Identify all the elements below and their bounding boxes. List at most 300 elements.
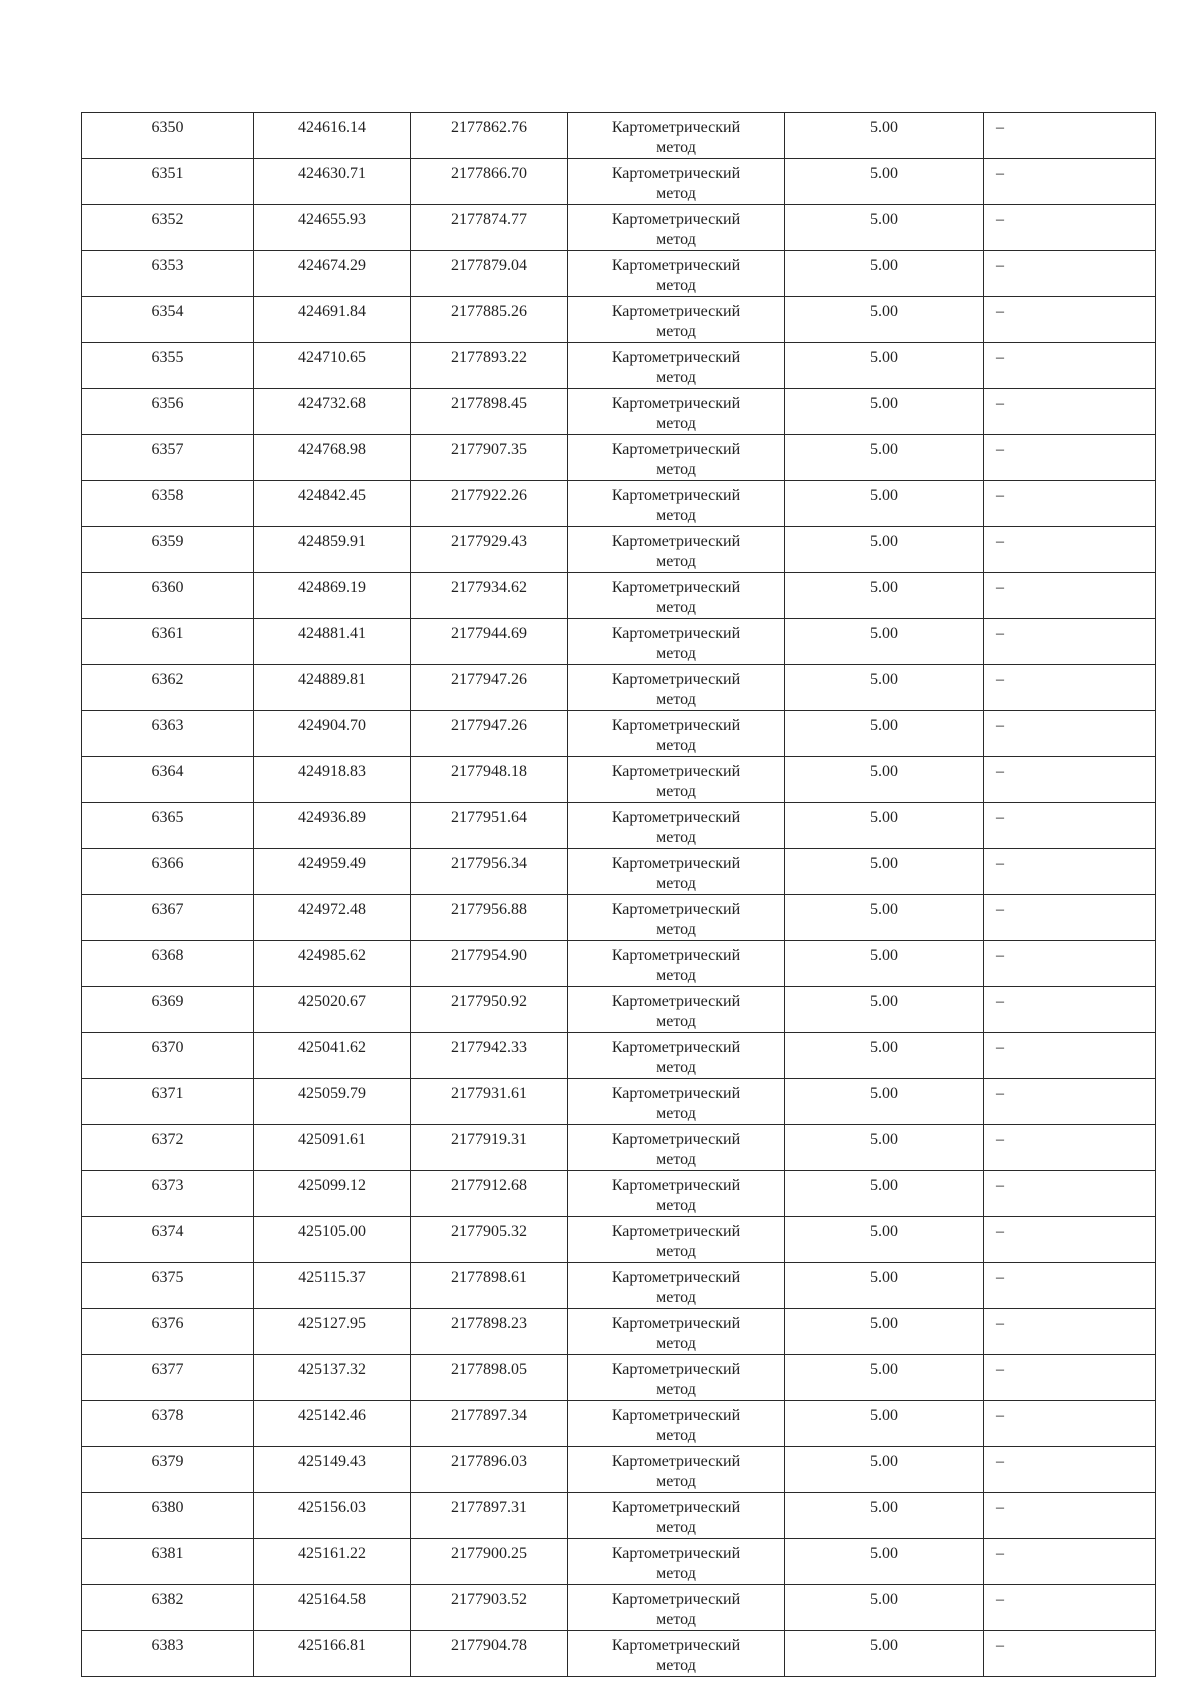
method-text xyxy=(568,711,784,756)
method-line-2: метод xyxy=(656,1381,696,1398)
point-number-text: 6366 xyxy=(151,855,184,872)
accuracy-text: 5.00 xyxy=(870,487,898,504)
y-coordinate-text: 2177931.61 xyxy=(451,1085,527,1102)
method-line-2: метод xyxy=(656,507,696,524)
note-cell xyxy=(984,711,1156,757)
table-row xyxy=(82,343,1156,389)
x-coordinate-text: 425127.95 xyxy=(298,1315,366,1332)
method-line-2: метод xyxy=(656,645,696,662)
method-cell xyxy=(568,987,785,1033)
method-cell xyxy=(568,435,785,481)
point-number-text: 6383 xyxy=(151,1637,184,1654)
point-number-text: 6382 xyxy=(151,1591,184,1608)
accuracy-text: 5.00 xyxy=(870,855,898,872)
note-cell xyxy=(984,1631,1156,1677)
x-coordinate-cell xyxy=(254,205,411,251)
point-number-cell xyxy=(82,1401,254,1447)
y-coordinate-cell xyxy=(411,619,568,665)
note-text: – xyxy=(996,441,1004,458)
accuracy-cell xyxy=(785,251,984,297)
point-number-cell xyxy=(82,803,254,849)
table-row xyxy=(82,1033,1156,1079)
x-coordinate-text: 424936.89 xyxy=(298,809,366,826)
table-row xyxy=(82,205,1156,251)
point-number-text: 6360 xyxy=(151,579,184,596)
note-text: – xyxy=(996,1545,1004,1562)
method-cell xyxy=(568,849,785,895)
y-coordinate-cell xyxy=(411,1401,568,1447)
note-text: – xyxy=(996,1269,1004,1286)
accuracy-cell xyxy=(785,1401,984,1447)
x-coordinate-cell xyxy=(254,1309,411,1355)
y-coordinate-cell xyxy=(411,757,568,803)
note-text: – xyxy=(996,671,1004,688)
x-coordinate-text: 425115.37 xyxy=(298,1269,366,1286)
method-text xyxy=(568,987,784,1032)
point-number-cell xyxy=(82,113,254,159)
y-coordinate-cell xyxy=(411,1171,568,1217)
accuracy-text: 5.00 xyxy=(870,1407,898,1424)
x-coordinate-text: 424691.84 xyxy=(298,303,366,320)
method-line-1: Картометрический xyxy=(611,855,741,872)
point-number-text: 6357 xyxy=(151,441,184,458)
y-coordinate-cell xyxy=(411,297,568,343)
note-text: – xyxy=(996,303,1004,320)
accuracy-cell xyxy=(785,1171,984,1217)
y-coordinate-cell xyxy=(411,1493,568,1539)
method-cell xyxy=(568,297,785,343)
point-number-text: 6371 xyxy=(151,1085,184,1102)
note-text: – xyxy=(996,1085,1004,1102)
method-line-1: Картометрический xyxy=(611,1315,741,1332)
x-coordinate-cell xyxy=(254,1217,411,1263)
note-cell xyxy=(984,1263,1156,1309)
method-text xyxy=(568,757,784,802)
accuracy-cell xyxy=(785,1079,984,1125)
method-line-1: Картометрический xyxy=(611,809,741,826)
x-coordinate-cell xyxy=(254,297,411,343)
note-cell xyxy=(984,1585,1156,1631)
method-line-1: Картометрический xyxy=(611,1545,741,1562)
table-row xyxy=(82,297,1156,343)
y-coordinate-cell xyxy=(411,1309,568,1355)
table-row xyxy=(82,1263,1156,1309)
table-row xyxy=(82,711,1156,757)
method-text xyxy=(568,803,784,848)
note-text: – xyxy=(996,717,1004,734)
method-text xyxy=(568,1539,784,1584)
x-coordinate-text: 424674.29 xyxy=(298,257,366,274)
note-text: – xyxy=(996,257,1004,274)
note-text: – xyxy=(996,211,1004,228)
accuracy-text: 5.00 xyxy=(870,1315,898,1332)
note-text: – xyxy=(996,763,1004,780)
table-row xyxy=(82,803,1156,849)
point-number-cell xyxy=(82,1263,254,1309)
method-cell xyxy=(568,1493,785,1539)
point-number-text: 6373 xyxy=(151,1177,184,1194)
table-row xyxy=(82,1493,1156,1539)
x-coordinate-cell xyxy=(254,1539,411,1585)
y-coordinate-text: 2177956.34 xyxy=(451,855,527,872)
note-cell xyxy=(984,573,1156,619)
accuracy-cell xyxy=(785,1033,984,1079)
point-number-cell xyxy=(82,343,254,389)
method-cell xyxy=(568,803,785,849)
method-text xyxy=(568,1171,784,1216)
accuracy-text: 5.00 xyxy=(870,901,898,918)
y-coordinate-cell xyxy=(411,1355,568,1401)
y-coordinate-text: 2177950.92 xyxy=(451,993,527,1010)
x-coordinate-text: 425059.79 xyxy=(298,1085,366,1102)
point-number-text: 6378 xyxy=(151,1407,184,1424)
x-coordinate-cell xyxy=(254,1355,411,1401)
table-row xyxy=(82,1171,1156,1217)
y-coordinate-text: 2177956.88 xyxy=(451,901,527,918)
accuracy-cell xyxy=(785,527,984,573)
y-coordinate-text: 2177879.04 xyxy=(451,257,527,274)
note-cell xyxy=(984,665,1156,711)
method-cell xyxy=(568,1171,785,1217)
method-line-1: Картометрический xyxy=(611,1499,741,1516)
x-coordinate-text: 424972.48 xyxy=(298,901,366,918)
note-text: – xyxy=(996,533,1004,550)
note-cell xyxy=(984,1171,1156,1217)
note-text: – xyxy=(996,1591,1004,1608)
accuracy-cell xyxy=(785,1125,984,1171)
note-text: – xyxy=(996,1131,1004,1148)
point-number-cell xyxy=(82,987,254,1033)
accuracy-text: 5.00 xyxy=(870,1499,898,1516)
method-line-2: метод xyxy=(656,1105,696,1122)
point-number-text: 6375 xyxy=(151,1269,184,1286)
accuracy-text: 5.00 xyxy=(870,257,898,274)
x-coordinate-cell xyxy=(254,251,411,297)
y-coordinate-text: 2177898.23 xyxy=(451,1315,527,1332)
method-cell xyxy=(568,1631,785,1677)
method-cell xyxy=(568,1585,785,1631)
y-coordinate-text: 2177922.26 xyxy=(451,487,527,504)
y-coordinate-cell xyxy=(411,1033,568,1079)
table-row xyxy=(82,113,1156,159)
table-row xyxy=(82,1447,1156,1493)
x-coordinate-text: 425137.32 xyxy=(298,1361,366,1378)
point-number-cell xyxy=(82,1585,254,1631)
note-cell xyxy=(984,297,1156,343)
coordinates-table xyxy=(81,112,1156,1677)
method-cell xyxy=(568,1263,785,1309)
x-coordinate-cell xyxy=(254,849,411,895)
y-coordinate-text: 2177900.25 xyxy=(451,1545,527,1562)
x-coordinate-cell xyxy=(254,159,411,205)
note-cell xyxy=(984,1539,1156,1585)
accuracy-cell xyxy=(785,113,984,159)
y-coordinate-cell xyxy=(411,435,568,481)
method-text xyxy=(568,251,784,296)
note-cell xyxy=(984,481,1156,527)
method-text xyxy=(568,1217,784,1262)
y-coordinate-cell xyxy=(411,895,568,941)
table-row xyxy=(82,251,1156,297)
method-line-1: Картометрический xyxy=(611,1637,741,1654)
x-coordinate-text: 425166.81 xyxy=(298,1637,366,1654)
point-number-cell xyxy=(82,297,254,343)
note-text: – xyxy=(996,625,1004,642)
method-line-1: Картометрический xyxy=(611,993,741,1010)
note-text: – xyxy=(996,119,1004,136)
method-text xyxy=(568,1079,784,1124)
y-coordinate-cell xyxy=(411,573,568,619)
accuracy-text: 5.00 xyxy=(870,1223,898,1240)
method-line-2: метод xyxy=(656,875,696,892)
method-line-1: Картометрический xyxy=(611,1131,741,1148)
x-coordinate-cell xyxy=(254,1125,411,1171)
method-text xyxy=(568,573,784,618)
method-line-2: метод xyxy=(656,1427,696,1444)
method-text xyxy=(568,1493,784,1538)
point-number-cell xyxy=(82,389,254,435)
note-text: – xyxy=(996,1177,1004,1194)
point-number-cell xyxy=(82,849,254,895)
point-number-cell xyxy=(82,757,254,803)
point-number-text: 6368 xyxy=(151,947,184,964)
method-cell xyxy=(568,527,785,573)
x-coordinate-cell xyxy=(254,527,411,573)
method-line-2: метод xyxy=(656,1013,696,1030)
method-cell xyxy=(568,895,785,941)
method-cell xyxy=(568,665,785,711)
method-text xyxy=(568,1447,784,1492)
y-coordinate-text: 2177862.76 xyxy=(451,119,527,136)
note-cell xyxy=(984,1033,1156,1079)
method-line-2: метод xyxy=(656,921,696,938)
y-coordinate-text: 2177919.31 xyxy=(451,1131,527,1148)
method-cell xyxy=(568,1217,785,1263)
method-line-1: Картометрический xyxy=(611,211,741,228)
accuracy-text: 5.00 xyxy=(870,947,898,964)
accuracy-cell xyxy=(785,665,984,711)
accuracy-cell xyxy=(785,159,984,205)
point-number-text: 6372 xyxy=(151,1131,184,1148)
table-row xyxy=(82,895,1156,941)
method-line-1: Картометрический xyxy=(611,947,741,964)
note-cell xyxy=(984,343,1156,389)
y-coordinate-cell xyxy=(411,803,568,849)
x-coordinate-cell xyxy=(254,1263,411,1309)
y-coordinate-cell xyxy=(411,389,568,435)
method-cell xyxy=(568,481,785,527)
method-text xyxy=(568,389,784,434)
y-coordinate-cell xyxy=(411,251,568,297)
y-coordinate-text: 2177907.35 xyxy=(451,441,527,458)
accuracy-text: 5.00 xyxy=(870,1085,898,1102)
y-coordinate-text: 2177898.61 xyxy=(451,1269,527,1286)
x-coordinate-text: 425041.62 xyxy=(298,1039,366,1056)
x-coordinate-text: 424630.71 xyxy=(298,165,366,182)
accuracy-cell xyxy=(785,389,984,435)
note-text: – xyxy=(996,165,1004,182)
point-number-cell xyxy=(82,1217,254,1263)
x-coordinate-cell xyxy=(254,941,411,987)
method-line-1: Картометрический xyxy=(611,1407,741,1424)
note-cell xyxy=(984,895,1156,941)
method-cell xyxy=(568,1309,785,1355)
point-number-cell xyxy=(82,1631,254,1677)
point-number-cell xyxy=(82,1079,254,1125)
accuracy-text: 5.00 xyxy=(870,1637,898,1654)
y-coordinate-text: 2177934.62 xyxy=(451,579,527,596)
accuracy-text: 5.00 xyxy=(870,211,898,228)
method-cell xyxy=(568,941,785,987)
method-line-2: метод xyxy=(656,783,696,800)
note-text: – xyxy=(996,855,1004,872)
method-text xyxy=(568,619,784,664)
point-number-cell xyxy=(82,1355,254,1401)
note-text: – xyxy=(996,1223,1004,1240)
accuracy-cell xyxy=(785,573,984,619)
method-line-1: Картометрический xyxy=(611,1269,741,1286)
method-line-1: Картометрический xyxy=(611,303,741,320)
point-number-text: 6355 xyxy=(151,349,184,366)
method-line-2: метод xyxy=(656,185,696,202)
accuracy-text: 5.00 xyxy=(870,625,898,642)
method-line-1: Картометрический xyxy=(611,257,741,274)
x-coordinate-cell xyxy=(254,1401,411,1447)
accuracy-text: 5.00 xyxy=(870,441,898,458)
note-cell xyxy=(984,803,1156,849)
method-line-2: метод xyxy=(656,231,696,248)
method-line-2: метод xyxy=(656,1611,696,1628)
note-text: – xyxy=(996,1499,1004,1516)
method-line-2: метод xyxy=(656,967,696,984)
x-coordinate-text: 425020.67 xyxy=(298,993,366,1010)
method-text xyxy=(568,435,784,480)
method-line-1: Картометрический xyxy=(611,1223,741,1240)
method-line-1: Картометрический xyxy=(611,441,741,458)
accuracy-text: 5.00 xyxy=(870,717,898,734)
point-number-cell xyxy=(82,1447,254,1493)
y-coordinate-cell xyxy=(411,711,568,757)
y-coordinate-text: 2177951.64 xyxy=(451,809,527,826)
accuracy-cell xyxy=(785,1539,984,1585)
method-line-1: Картометрический xyxy=(611,1361,741,1378)
table-row xyxy=(82,1217,1156,1263)
note-cell xyxy=(984,435,1156,481)
x-coordinate-text: 425099.12 xyxy=(298,1177,366,1194)
x-coordinate-cell xyxy=(254,987,411,1033)
point-number-text: 6370 xyxy=(151,1039,184,1056)
coordinates-table-body xyxy=(82,113,1156,1677)
method-line-1: Картометрический xyxy=(611,165,741,182)
x-coordinate-text: 424959.49 xyxy=(298,855,366,872)
point-number-cell xyxy=(82,1539,254,1585)
x-coordinate-cell xyxy=(254,711,411,757)
method-text xyxy=(568,849,784,894)
y-coordinate-cell xyxy=(411,1447,568,1493)
x-coordinate-cell xyxy=(254,757,411,803)
x-coordinate-cell xyxy=(254,1585,411,1631)
method-cell xyxy=(568,389,785,435)
y-coordinate-text: 2177929.43 xyxy=(451,533,527,550)
note-text: – xyxy=(996,947,1004,964)
note-text: – xyxy=(996,1361,1004,1378)
table-row xyxy=(82,1585,1156,1631)
point-number-text: 6376 xyxy=(151,1315,184,1332)
method-line-1: Картометрический xyxy=(611,349,741,366)
y-coordinate-cell xyxy=(411,343,568,389)
accuracy-text: 5.00 xyxy=(870,763,898,780)
note-text: – xyxy=(996,1407,1004,1424)
accuracy-text: 5.00 xyxy=(870,1545,898,1562)
accuracy-text: 5.00 xyxy=(870,165,898,182)
y-coordinate-cell xyxy=(411,205,568,251)
table-row xyxy=(82,757,1156,803)
method-cell xyxy=(568,1355,785,1401)
x-coordinate-cell xyxy=(254,1493,411,1539)
x-coordinate-cell xyxy=(254,1631,411,1677)
point-number-cell xyxy=(82,527,254,573)
point-number-cell xyxy=(82,159,254,205)
point-number-cell xyxy=(82,251,254,297)
method-line-2: метод xyxy=(656,1289,696,1306)
table-row xyxy=(82,159,1156,205)
note-text: – xyxy=(996,395,1004,412)
accuracy-cell xyxy=(785,343,984,389)
x-coordinate-cell xyxy=(254,1171,411,1217)
method-cell xyxy=(568,159,785,205)
method-line-1: Картометрический xyxy=(611,487,741,504)
method-cell xyxy=(568,343,785,389)
y-coordinate-text: 2177905.32 xyxy=(451,1223,527,1240)
accuracy-text: 5.00 xyxy=(870,1453,898,1470)
method-line-1: Картометрический xyxy=(611,1591,741,1608)
method-line-2: метод xyxy=(656,323,696,340)
x-coordinate-text: 424904.70 xyxy=(298,717,366,734)
accuracy-text: 5.00 xyxy=(870,671,898,688)
note-cell xyxy=(984,1125,1156,1171)
accuracy-cell xyxy=(785,619,984,665)
accuracy-text: 5.00 xyxy=(870,1177,898,1194)
method-cell xyxy=(568,1447,785,1493)
table-row xyxy=(82,481,1156,527)
x-coordinate-text: 424710.65 xyxy=(298,349,366,366)
method-line-2: метод xyxy=(656,1151,696,1168)
point-number-cell xyxy=(82,665,254,711)
method-line-1: Картометрический xyxy=(611,579,741,596)
accuracy-text: 5.00 xyxy=(870,1131,898,1148)
point-number-cell xyxy=(82,711,254,757)
point-number-text: 6362 xyxy=(151,671,184,688)
method-line-1: Картометрический xyxy=(611,1453,741,1470)
accuracy-text: 5.00 xyxy=(870,1591,898,1608)
accuracy-cell xyxy=(785,1447,984,1493)
accuracy-text: 5.00 xyxy=(870,1361,898,1378)
method-line-2: метод xyxy=(656,1335,696,1352)
method-line-2: метод xyxy=(656,1657,696,1674)
note-cell xyxy=(984,849,1156,895)
point-number-text: 6380 xyxy=(151,1499,184,1516)
note-cell xyxy=(984,1217,1156,1263)
note-cell xyxy=(984,159,1156,205)
table-row xyxy=(82,1125,1156,1171)
point-number-cell xyxy=(82,1033,254,1079)
x-coordinate-text: 425161.22 xyxy=(298,1545,366,1562)
x-coordinate-cell xyxy=(254,803,411,849)
x-coordinate-text: 424842.45 xyxy=(298,487,366,504)
point-number-cell xyxy=(82,1493,254,1539)
point-number-text: 6367 xyxy=(151,901,184,918)
point-number-text: 6369 xyxy=(151,993,184,1010)
